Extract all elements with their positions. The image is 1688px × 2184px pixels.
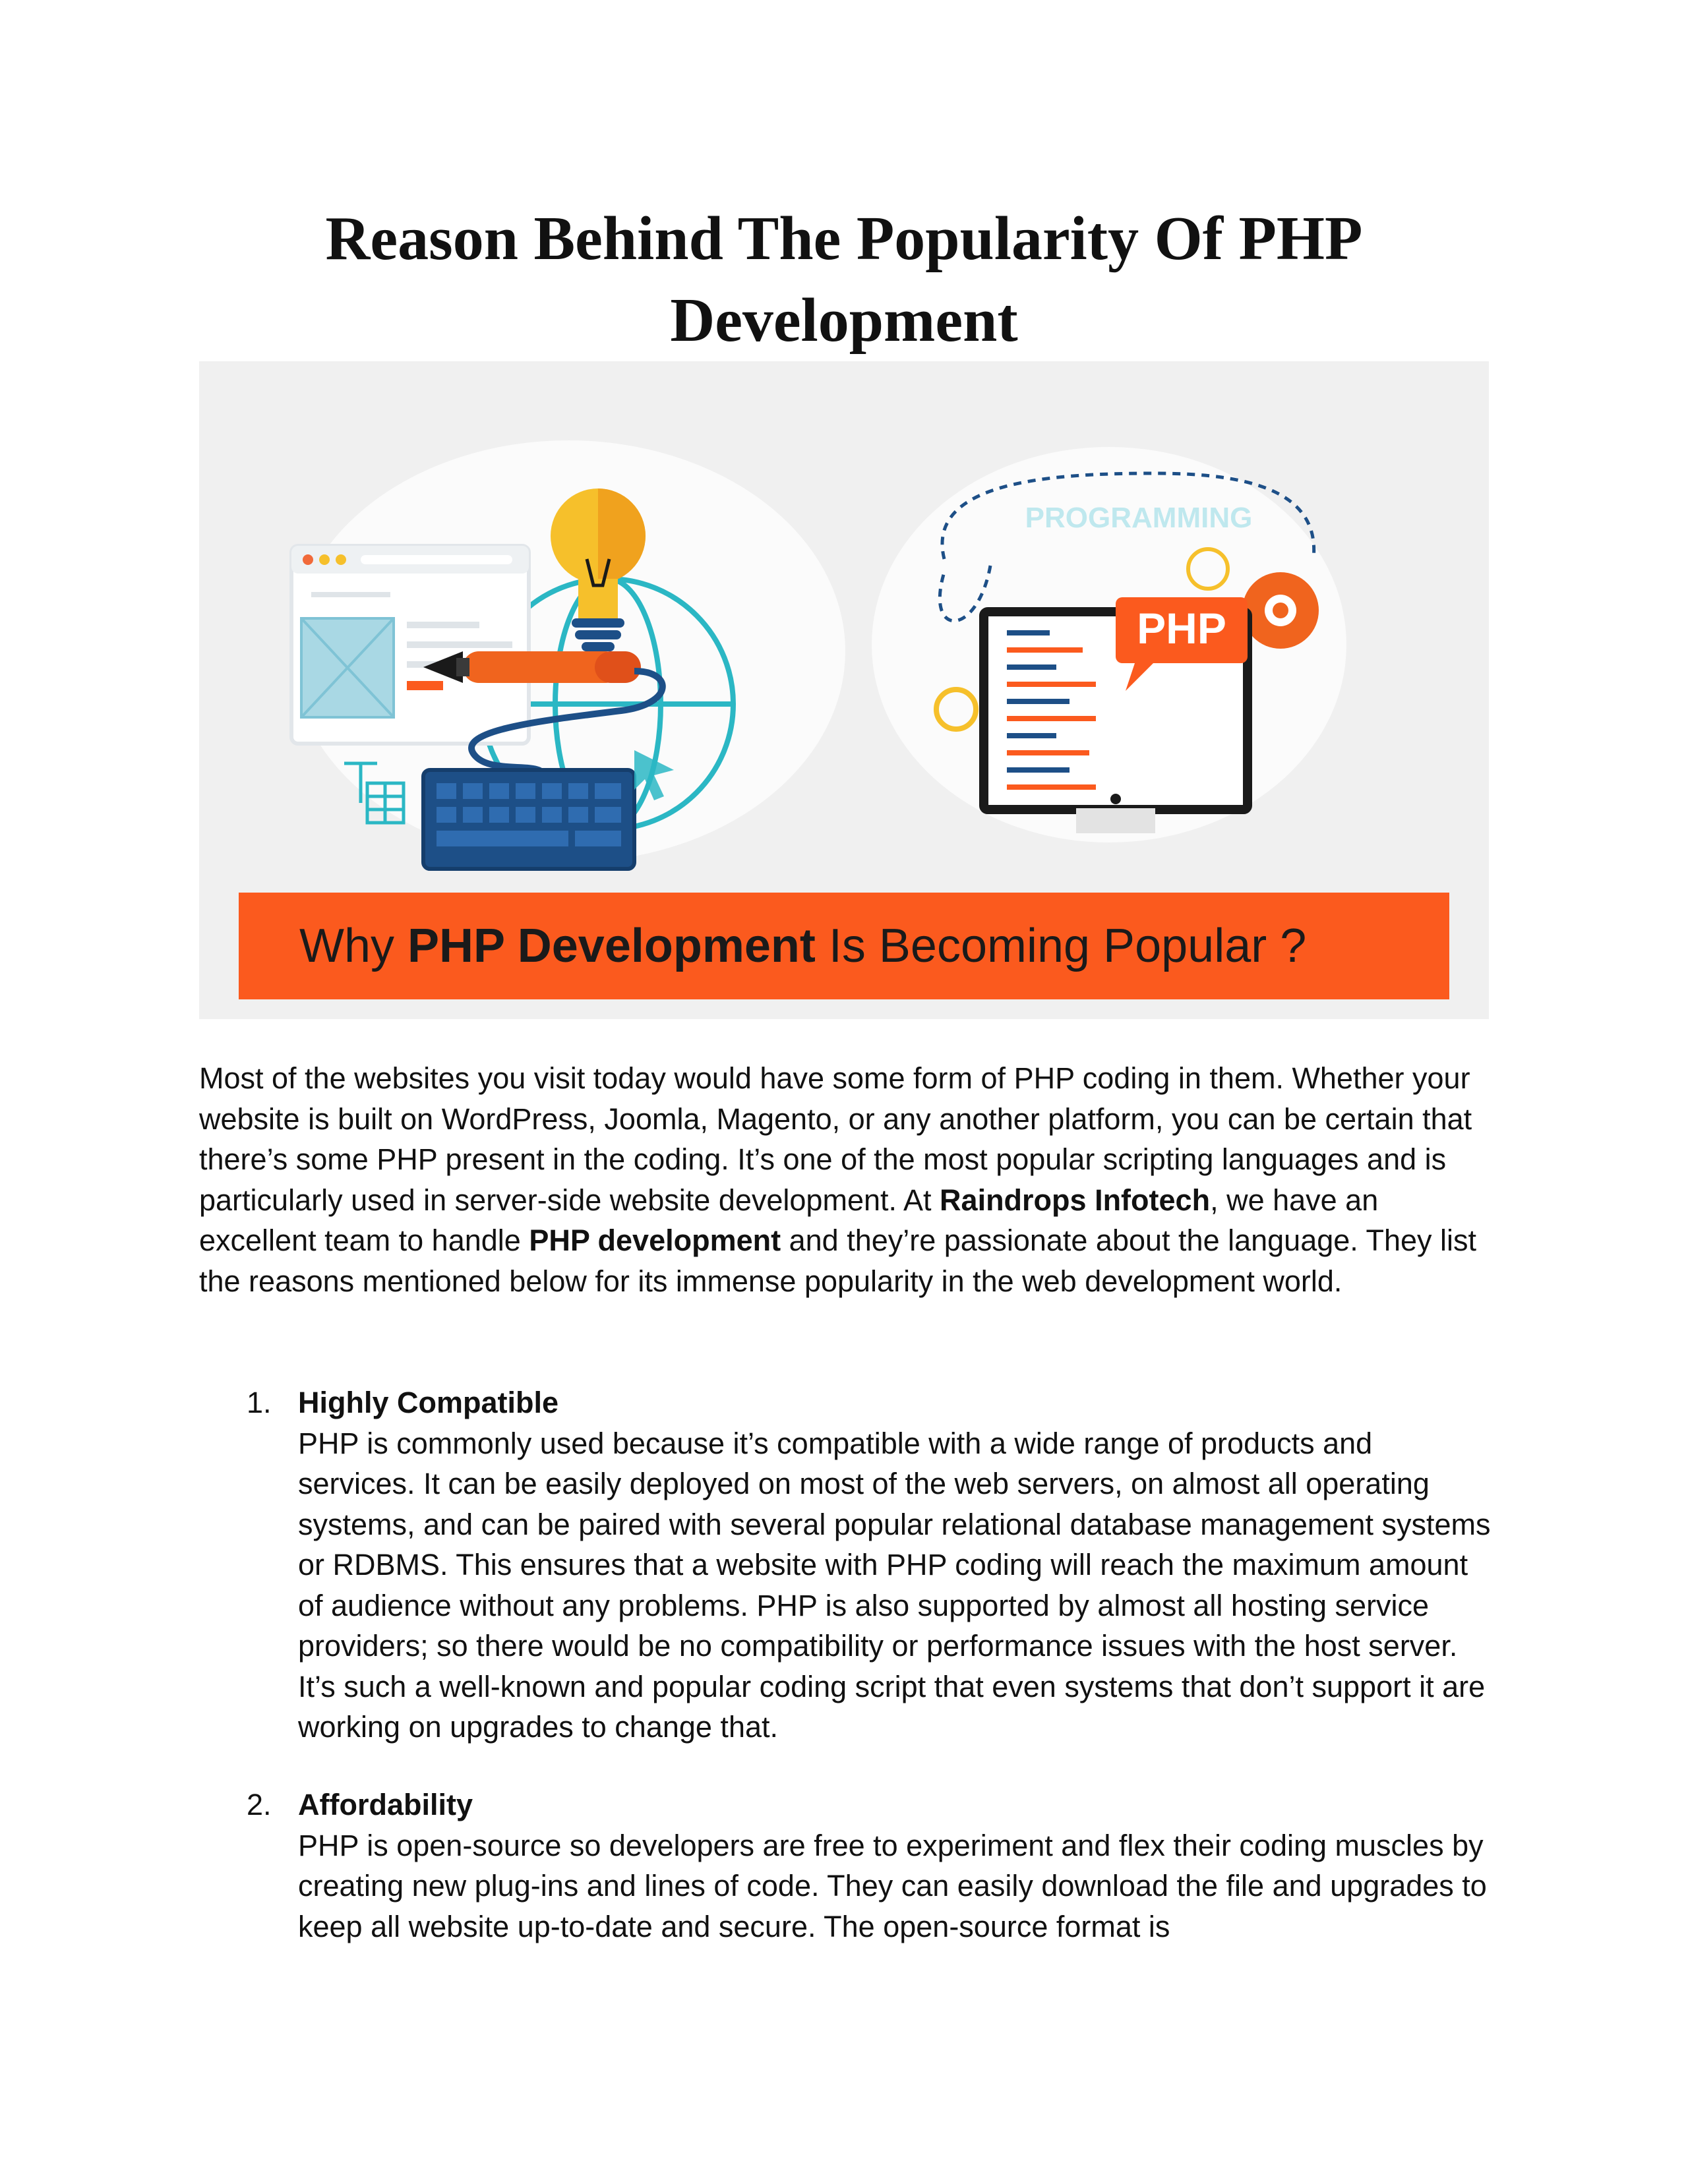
hero-illustration: [199, 361, 1489, 1019]
intro-text-2: , we have an excellent team to handle: [199, 1183, 1379, 1257]
list-item-body: PHP is commonly used because it’s compatible with a wide range of products and services. It can be easily deployed on most of the web servers, on almost all operating systems, and can be paired with several popular relational database management systems or RDBMS. This ensures that a website with PHP coding will reach the maximum amount of audience without any problems. PHP is also supported by almost all hosting service providers; so there would be no compatibility or performance issues with the host server. It’s such a well-known and popular coding script that even systems that don’t support it are working on upgrades to change that.: [298, 1426, 1491, 1744]
browser-window-icon: [291, 546, 529, 744]
list-item-number: 2.: [247, 1788, 272, 1821]
php-badge-text: PHP: [1137, 604, 1226, 653]
list-item-title: Highly Compatible: [298, 1386, 559, 1419]
title-line-2: Development: [670, 286, 1018, 355]
banner-prefix: Why: [299, 920, 408, 972]
company-name: Raindrops Infotech: [940, 1183, 1211, 1217]
pen-icon: [423, 651, 641, 683]
programming-label: PROGRAMMING: [1025, 502, 1253, 534]
intro-text-3: and they’re passionate about the language. They list the reasons mentioned below for its immense popularity in the web development world.: [199, 1224, 1477, 1298]
php-development-link-text: PHP development: [529, 1224, 781, 1257]
keyboard-icon: [423, 770, 634, 869]
list-item-number: 1.: [247, 1386, 272, 1419]
page-title: [198, 198, 1490, 361]
list-item-title: Affordability: [298, 1788, 473, 1821]
gear-icon: [1242, 572, 1319, 649]
hero-banner: [239, 893, 1449, 999]
banner-suffix: Is Becoming Popular ?: [815, 920, 1307, 972]
title-line-1: Reason Behind The Popularity Of PHP: [325, 204, 1363, 273]
intro-paragraph: [199, 1058, 1492, 1301]
list-item-body: PHP is open-source so developers are free to experiment and flex their coding muscles by creating new plug-ins and lines of code. They can easily download the file and upgrades to keep all website up-to-date and secure. The open-source format is: [298, 1828, 1487, 1943]
banner-bold: PHP Development: [407, 920, 816, 972]
intro-text-1: Most of the websites you visit today would have some form of PHP coding in them. Whether your website is built on WordPress, Joomla, Magento, or any another platform, you can be certain that there’s some PHP present in the coding. It’s one of the most popular scripting languages and is particularly used in server-side website development. At: [199, 1061, 1472, 1217]
